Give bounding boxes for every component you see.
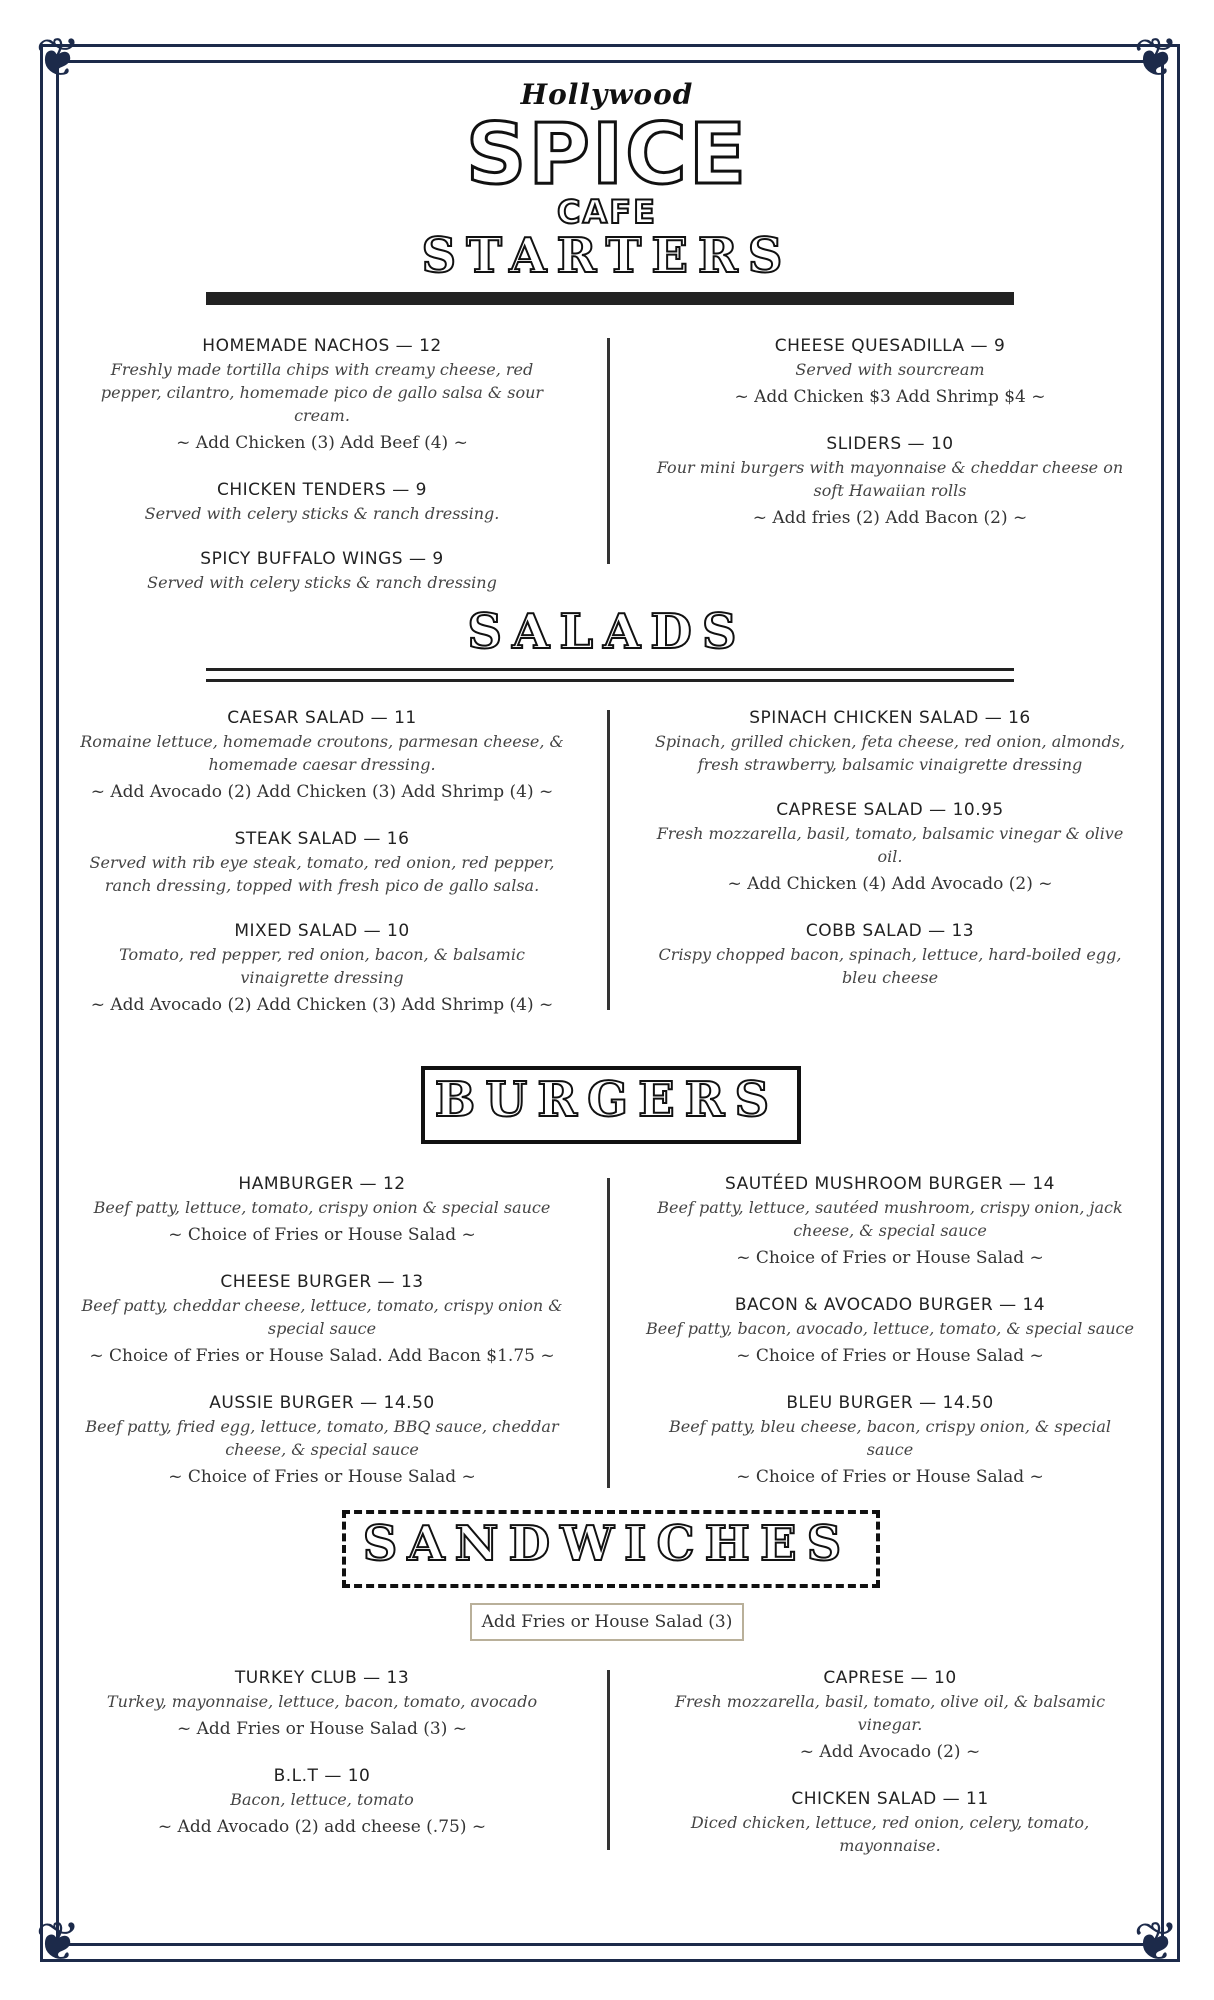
menu-item-name: HAMBURGER — 12: [238, 1174, 406, 1194]
menu-item: [640, 1787, 1140, 1857]
menu-item: [640, 334, 1140, 410]
menu-item: [72, 1391, 572, 1490]
menu-item-name: CAESAR SALAD — 11: [227, 708, 417, 728]
menu-item-description: Freshly made tortilla chips with creamy cheese, red pepper, cilantro, homemade pico de gallo salsa & sour cream.: [100, 360, 544, 425]
menu-item-name: B.L.T — 10: [273, 1766, 371, 1786]
menu-item-description: Served with celery sticks & ranch dressing: [147, 573, 497, 592]
menu-item-addons: ~ Add Fries or House Salad (3) ~: [177, 1719, 467, 1739]
menu-item-addons: ~ Choice of Fries or House Salad ~: [736, 1248, 1044, 1268]
sandwiches-side-note: Add Fries or House Salad (3): [470, 1603, 744, 1641]
section-title-salads: SALADS: [467, 604, 747, 660]
logo-spice: SPICE: [465, 105, 749, 203]
menu-item-name: CAPRESE — 10: [823, 1668, 957, 1688]
menu-item-description: Beef patty, bacon, avocado, lettuce, tomato, & special sauce: [646, 1319, 1134, 1338]
burgers-right-column: [640, 1172, 1140, 1512]
menu-item: [72, 1172, 572, 1248]
column-divider: [607, 338, 610, 564]
menu-item-name: STEAK SALAD — 16: [234, 829, 410, 849]
cafe-logo: [0, 78, 1214, 231]
menu-item-addons: ~ Choice of Fries or House Salad. Add Bacon $1.75 ~: [89, 1346, 555, 1366]
menu-item-name: COBB SALAD — 13: [805, 921, 975, 941]
menu-item-name: CHICKEN TENDERS — 9: [217, 480, 427, 500]
menu-item-addons: ~ Add Chicken $3 Add Shrimp $4 ~: [734, 387, 1046, 407]
menu-item: [640, 1172, 1140, 1271]
menu-item: [72, 827, 572, 897]
menu-item: [72, 1270, 572, 1369]
menu-item: [640, 432, 1140, 531]
menu-item-addons: ~ Add Chicken (4) Add Avocado (2) ~: [727, 874, 1053, 894]
menu-item-name: CAPRESE SALAD — 10.95: [776, 800, 1004, 820]
menu-item: [72, 547, 572, 594]
menu-item-description: Served with celery sticks & ranch dressing.: [144, 504, 500, 523]
section-title-burgers: BURGERS: [434, 1072, 780, 1128]
logo-cafe: CAFE: [557, 193, 657, 231]
column-divider: [607, 1178, 610, 1488]
menu-item-name: SPINACH CHICKEN SALAD — 16: [749, 708, 1031, 728]
menu-item: [640, 1666, 1140, 1765]
menu-item-addons: ~ Add Avocado (2) Add Chicken (3) Add Shrimp (4) ~: [90, 782, 554, 802]
section-divider: [206, 292, 1014, 305]
menu-item-name: HOMEMADE NACHOS — 12: [202, 336, 442, 356]
menu-item: [640, 706, 1140, 776]
menu-item-description: Spinach, grilled chicken, feta cheese, red onion, almonds, fresh strawberry, balsamic vinaigrette dressing: [654, 732, 1126, 774]
menu-item-addons: ~ Add Chicken (3) Add Beef (4) ~: [176, 433, 468, 453]
menu-item-name: CHEESE QUESADILLA — 9: [774, 336, 1006, 356]
menu-item-addons: ~ Choice of Fries or House Salad ~: [168, 1467, 476, 1487]
menu-item-name: AUSSIE BURGER — 14.50: [209, 1393, 435, 1413]
menu-item: [72, 1764, 572, 1840]
menu-item-description: Romaine lettuce, homemade croutons, parmesan cheese, & homemade caesar dressing.: [80, 732, 564, 774]
sandwiches-left-column: [72, 1666, 572, 1862]
salads-left-column: [72, 706, 572, 1040]
menu-item-name: SPICY BUFFALO WINGS — 9: [200, 549, 444, 569]
menu-item-name: SLIDERS — 10: [826, 434, 954, 454]
menu-item: [72, 706, 572, 805]
burgers-left-column: [72, 1172, 572, 1512]
menu-item-description: Diced chicken, lettuce, red onion, celery, tomato, mayonnaise.: [690, 1813, 1090, 1855]
menu-item-addons: ~ Add Avocado (2) Add Chicken (3) Add Shrimp (4) ~: [90, 995, 554, 1015]
column-divider: [607, 710, 610, 1010]
menu-item-addons: ~ Choice of Fries or House Salad ~: [736, 1346, 1044, 1366]
menu-item: [72, 1666, 572, 1742]
menu-item-description: Beef patty, lettuce, tomato, crispy onion & special sauce: [93, 1198, 551, 1217]
menu-item-description: Beef patty, fried egg, lettuce, tomato, BBQ sauce, cheddar cheese, & special sauce: [85, 1417, 559, 1459]
menu-item-addons: ~ Add Avocado (2) ~: [799, 1742, 981, 1762]
menu-item-description: Beef patty, lettuce, sautéed mushroom, crispy onion, jack cheese, & special sauce: [657, 1198, 1123, 1240]
menu-item-name: BLEU BURGER — 14.50: [786, 1393, 994, 1413]
menu-item: [72, 919, 572, 1018]
menu-item-description: Crispy chopped bacon, spinach, lettuce, hard-boiled egg, bleu cheese: [658, 945, 1122, 987]
menu-item-description: Beef patty, bleu cheese, bacon, crispy onion, & special sauce: [668, 1417, 1111, 1459]
menu-item-description: Bacon, lettuce, tomato: [230, 1790, 414, 1809]
section-title-starters: STARTERS: [421, 228, 793, 284]
menu-item-addons: ~ Add Avocado (2) add cheese (.75) ~: [157, 1817, 487, 1837]
menu-item-description: Served with sourcream: [795, 360, 985, 379]
menu-item-description: Fresh mozzarella, basil, tomato, olive oil, & balsamic vinegar.: [674, 1692, 1106, 1734]
menu-item: [640, 1293, 1140, 1369]
corner-ornament-icon: ❦: [1133, 1910, 1179, 1973]
menu-item-description: Four mini burgers with mayonnaise & cheddar cheese on soft Hawaiian rolls: [656, 458, 1124, 500]
sandwiches-right-column: [640, 1666, 1140, 1879]
menu-item-description: Tomato, red pepper, red onion, bacon, & balsamic vinaigrette dressing: [119, 945, 525, 987]
salads-right-column: [640, 706, 1140, 1011]
menu-item-description: Fresh mozzarella, basil, tomato, balsamic vinegar & olive oil.: [656, 824, 1124, 866]
menu-item-name: CHICKEN SALAD — 11: [791, 1789, 989, 1809]
section-divider: [206, 668, 1014, 682]
column-divider: [607, 1670, 610, 1850]
starters-right-column: [640, 334, 1140, 553]
menu-item-name: MIXED SALAD — 10: [234, 921, 410, 941]
menu-item-addons: ~ Add fries (2) Add Bacon (2) ~: [752, 508, 1028, 528]
starters-left-column: [72, 334, 572, 616]
menu-item-addons: ~ Choice of Fries or House Salad ~: [168, 1225, 476, 1245]
menu-item-description: Served with rib eye steak, tomato, red onion, red pepper, ranch dressing, topped with fresh pico de gallo salsa.: [89, 853, 555, 895]
menu-item: [640, 798, 1140, 897]
section-title-sandwiches: SANDWICHES: [362, 1516, 852, 1572]
menu-item-name: SAUTÉED MUSHROOM BURGER — 14: [725, 1174, 1055, 1194]
menu-item-description: Beef patty, cheddar cheese, lettuce, tomato, crispy onion & special sauce: [81, 1296, 563, 1338]
menu-item-name: BACON & AVOCADO BURGER — 14: [734, 1295, 1046, 1315]
menu-item-name: CHEESE BURGER — 13: [220, 1272, 424, 1292]
corner-ornament-icon: ❦: [35, 1910, 81, 1973]
corner-ornament-icon: ❦: [1133, 26, 1179, 89]
menu-item: [72, 334, 572, 456]
menu-item-addons: ~ Choice of Fries or House Salad ~: [736, 1467, 1044, 1487]
menu-item: [72, 478, 572, 525]
menu-item: [640, 919, 1140, 989]
menu-item-description: Turkey, mayonnaise, lettuce, bacon, tomato, avocado: [106, 1692, 538, 1711]
menu-item-name: TURKEY CLUB — 13: [234, 1668, 410, 1688]
logo-hollywood: Hollywood: [520, 78, 694, 111]
corner-ornament-icon: ❦: [35, 26, 81, 89]
menu-item: [640, 1391, 1140, 1490]
